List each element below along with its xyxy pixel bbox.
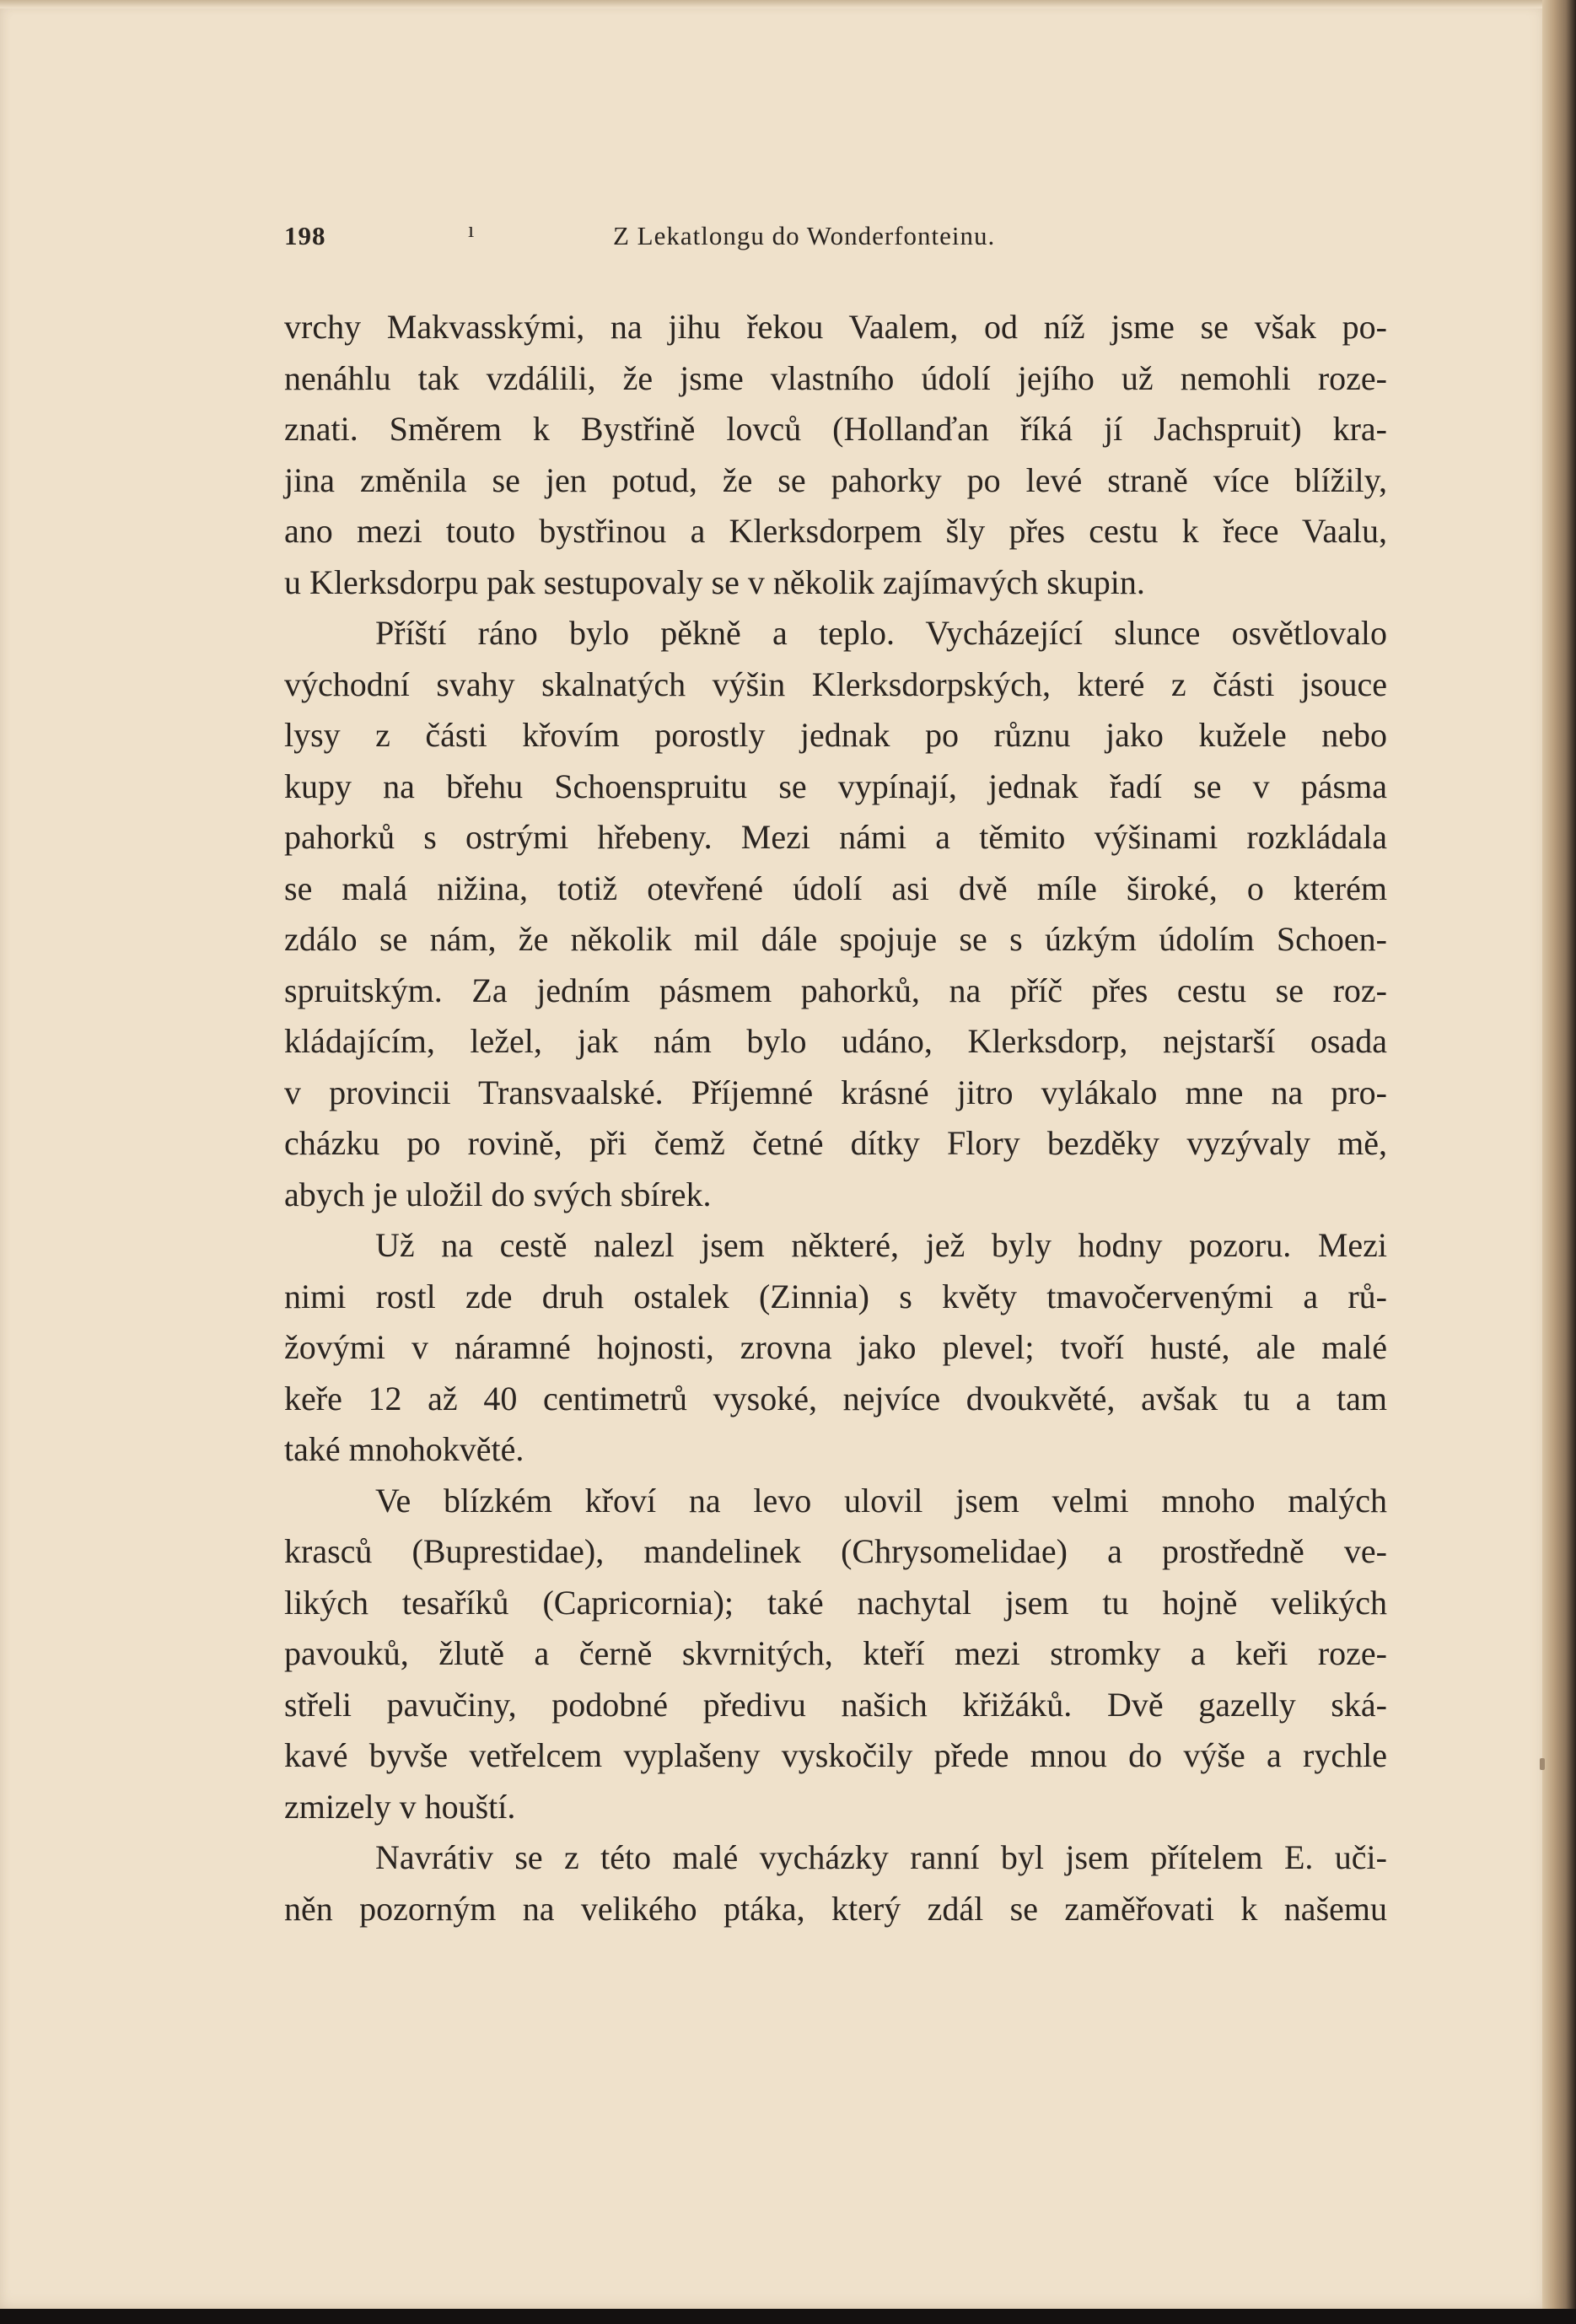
text-line: vrchy Makvasskými, na jihu řekou Vaalem, od níž jsme se však po-: [284, 308, 1387, 346]
text-line: kavé byvše vetřelcem vyplašeny vyskočily přede mnou do výše a rychle: [284, 1736, 1387, 1774]
paragraph-2: [284, 608, 1387, 1220]
scan-bottom-edge: [0, 2309, 1576, 2324]
paragraph-1: [284, 302, 1387, 608]
page-top-edge: [0, 0, 1576, 8]
running-title: Z Lekatlongu do Wonderfonteinu.: [613, 221, 996, 250]
text-line: se malá nižina, totiž otevřené údolí asi dvě míle široké, o kterém: [284, 869, 1387, 907]
text-line: v provincii Transvaalské. Příjemné krásné jitro vylákalo mne na pro-: [284, 1073, 1387, 1111]
text-line: střeli pavučiny, podobné předivu našich křižáků. Dvě gazelly ská-: [284, 1685, 1387, 1724]
paragraph-4: [284, 1476, 1387, 1833]
text-line: kupy na břehu Schoenspruitu se vypínají, jednak řadí se v pásma: [284, 767, 1387, 805]
header-separator: ı: [468, 218, 476, 242]
page-number: 198: [284, 221, 326, 250]
text-line: pahorků s ostrými hřebeny. Mezi námi a těmito výšinami rozkládala: [284, 818, 1387, 856]
text-line: Navrátiv se z této malé vycházky ranní byl jsem přítelem E. uči-: [375, 1838, 1387, 1876]
text-line: lysy z části křovím porostly jednak po různu jako kužele nebo: [284, 716, 1387, 754]
text-line: také mnohokvěté.: [284, 1430, 524, 1468]
text-line: znati. Směrem k Bystřině lovců (Hollanďan říká jí Jachspruit) kra-: [284, 410, 1387, 448]
text-line: pavouků, žlutě a černě skvrnitých, kteří mezi stromky a keři roze-: [284, 1634, 1387, 1672]
running-header: [284, 214, 1389, 256]
text-line: likých tesaříků (Capricornia); také nachytal jsem tu hojně velikých: [284, 1583, 1387, 1622]
text-line: u Klerksdorpu pak sestupovaly se v několik zajímavých skupin.: [284, 562, 1145, 601]
text-line: Příští ráno bylo pěkně a teplo. Vycházející slunce osvětlovalo: [375, 614, 1387, 652]
text-line: spruitským. Za jedním pásmem pahorků, na příč přes cestu se roz-: [284, 971, 1387, 1009]
text-line: Ve blízkém křoví na levo ulovil jsem velmi mnoho malých: [375, 1481, 1387, 1520]
text-line: východní svahy skalnatých výšin Klerksdorpských, které z části jsouce: [284, 664, 1387, 703]
paragraph-5: [284, 1832, 1387, 1934]
paragraph-3: [284, 1220, 1387, 1476]
text-line: zmizely v houští.: [284, 1787, 516, 1826]
text-line: něn pozorným na velikého ptáka, který zdál se zaměřovati k našemu: [284, 1889, 1387, 1928]
text-line: nenáhlu tak vzdálili, že jsme vlastního údolí jejího už nemohli roze-: [284, 358, 1387, 397]
text-line: abych je uložil do svých sbírek.: [284, 1175, 712, 1213]
text-line: nimi rostl zde druh ostalek (Zinnia) s květy tmavočervenými a rů-: [284, 1277, 1387, 1315]
body-text: [284, 302, 1387, 1934]
text-line: cházku po rovině, při čemž četné dítky Flory bezděky vyzývaly mě,: [284, 1124, 1387, 1162]
text-line: keře 12 až 40 centimetrů vysoké, nejvíce dvoukvěté, avšak tu a tam: [284, 1379, 1387, 1418]
book-spine-shadow: [1542, 0, 1576, 2309]
text-line: zdálo se nám, že několik mil dále spojuje se s úzkým údolím Schoen-: [284, 920, 1387, 958]
text-line: jina změnila se jen potud, že se pahorky po levé straně více blížily,: [284, 460, 1387, 499]
text-line: Už na cestě nalezl jsem některé, jež byly hodny pozoru. Mezi: [375, 1226, 1387, 1264]
text-line: ano mezi touto bystřinou a Klerksdorpem šly přes cestu k řece Vaalu,: [284, 512, 1387, 550]
text-line: kládajícím, ležel, jak nám bylo udáno, Klerksdorp, nejstarší osada: [284, 1022, 1387, 1060]
margin-mark: [1540, 1758, 1545, 1770]
text-line: žovými v náramné hojnosti, zrovna jako plevel; tvoří husté, ale malé: [284, 1328, 1387, 1366]
text-line: krasců (Buprestidae), mandelinek (Chrysomelidae) a prostředně ve-: [284, 1532, 1387, 1570]
